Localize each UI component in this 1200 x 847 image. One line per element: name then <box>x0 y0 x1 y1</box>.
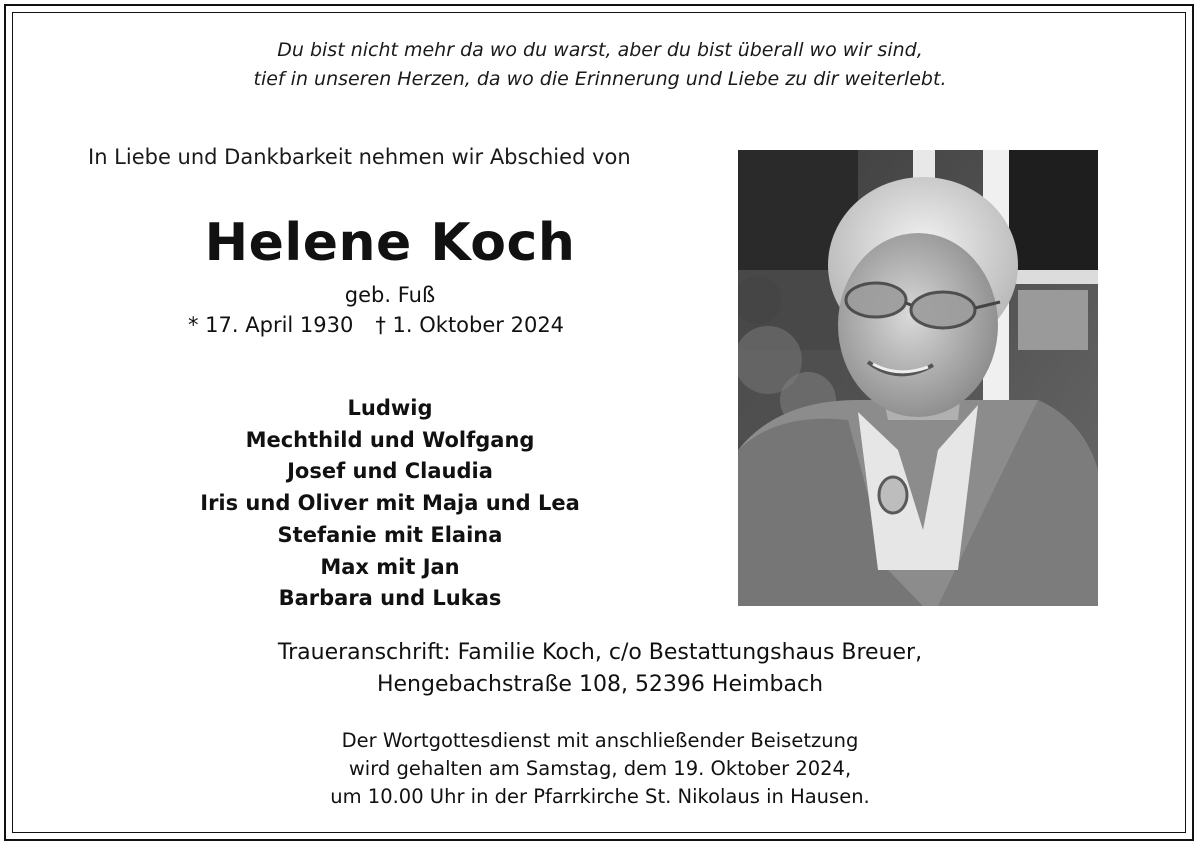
life-dates <box>188 313 564 337</box>
maiden-name: geb. Fuß <box>344 283 436 307</box>
mourner-line: Ludwig <box>347 396 433 420</box>
mourners-list <box>150 393 630 615</box>
mourner-line: Josef und Claudia <box>287 459 493 484</box>
mourner-line: Stefanie mit Elaina <box>277 522 503 547</box>
mourner-line: Mechthild und Wolfgang <box>245 427 535 452</box>
mourner-line: Barbara und Lukas <box>278 586 502 611</box>
portrait-photo <box>738 150 1098 606</box>
motto-verse <box>0 36 1200 94</box>
service-line-1: Der Wortgottesdienst mit anschließender Beisetzung <box>341 729 859 752</box>
mourner-line: Iris und Oliver mit Maja und Lea <box>200 491 580 516</box>
address-line-2: Hengebachstraße 108, 52396 Heimbach <box>376 672 824 697</box>
deceased-name: Helene Koch <box>204 213 576 273</box>
address-line-1: Traueranschrift: Familie Koch, c/o Bestattungshaus Breuer, <box>277 640 923 665</box>
motto-line-1: Du bist nicht mehr da wo du warst, aber du bist überall wo wir sind, <box>277 39 923 61</box>
service-line-2: wird gehalten am Samstag, dem 19. Oktober 2024, <box>348 757 852 780</box>
portrait-illustration <box>738 150 1098 606</box>
motto-line-2: tief in unseren Herzen, da wo die Erinnerung und Liebe zu dir weiterlebt. <box>253 68 947 90</box>
mourning-address <box>0 637 1200 701</box>
mourner-line: Max mit Jan <box>320 554 460 579</box>
service-line-3: um 10.00 Uhr in der Pfarrkirche St. Nikolaus in Hausen. <box>330 785 870 808</box>
intro-text: In Liebe und Dankbarkeit nehmen wir Abschied von <box>88 145 631 169</box>
death-date: † 1. Oktober 2024 <box>375 313 565 337</box>
birth-date: * 17. April 1930 <box>188 313 354 337</box>
funeral-service-info <box>0 727 1200 811</box>
